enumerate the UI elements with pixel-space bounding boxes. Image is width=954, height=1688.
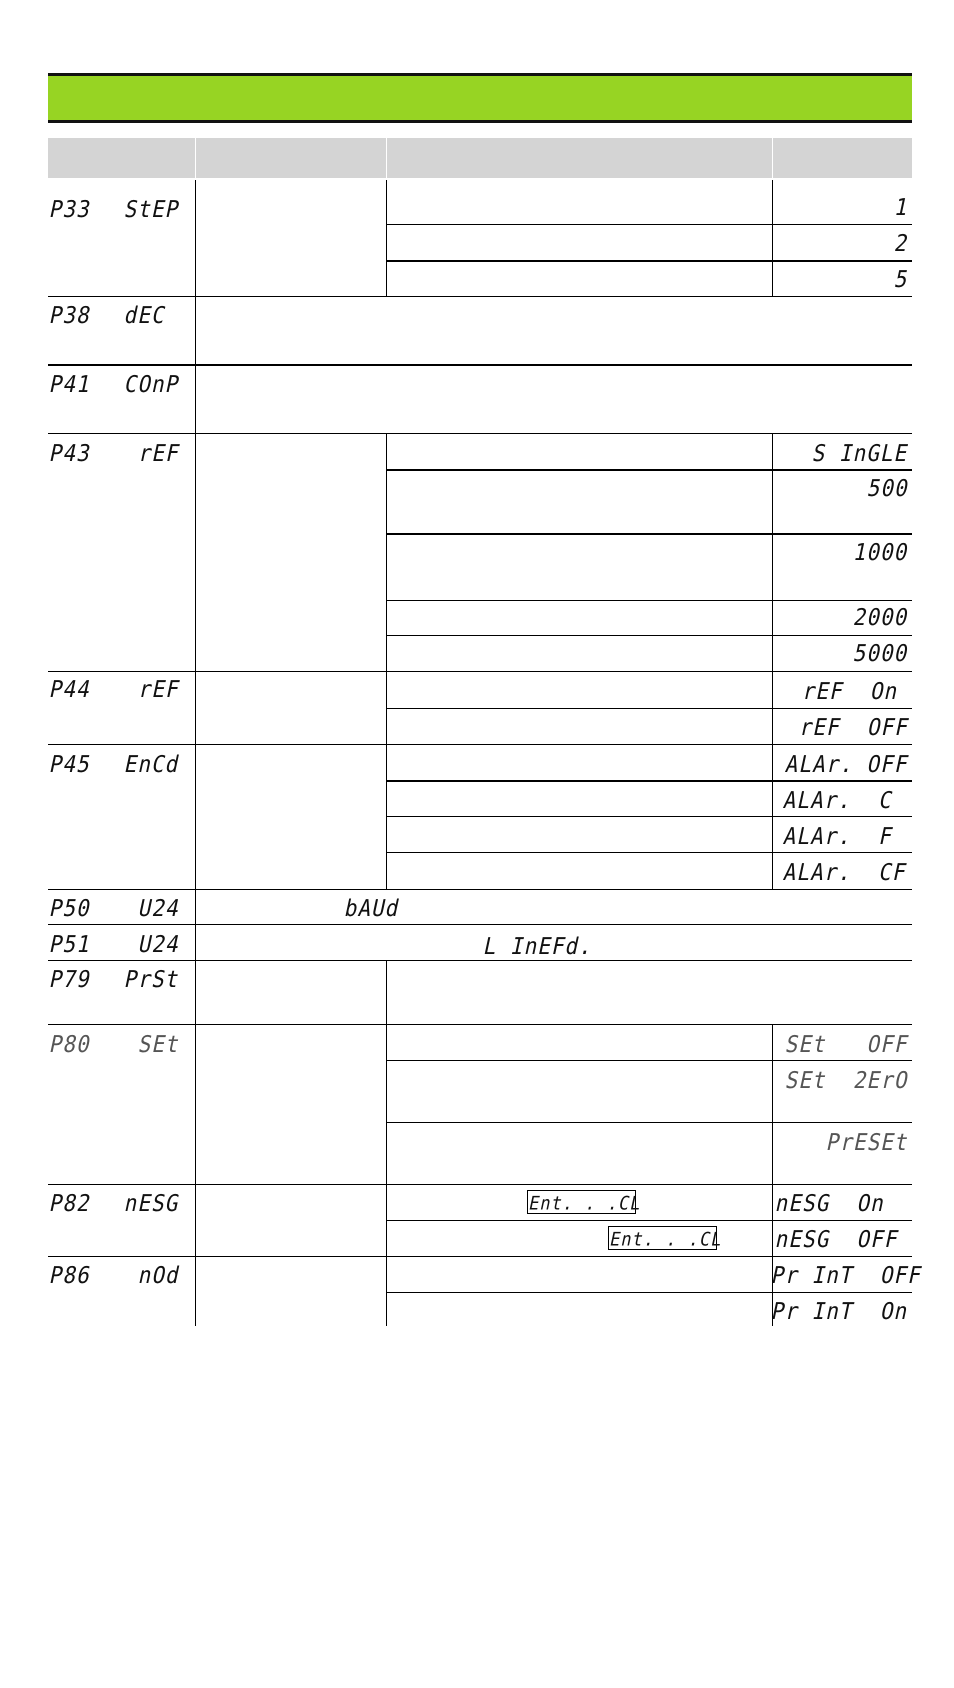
column-header-description [387, 138, 772, 178]
param-name: nESG [122, 1190, 183, 1217]
rule [386, 533, 912, 535]
setting-value: 2000 [851, 604, 912, 631]
param-code: P50 [47, 895, 94, 922]
rule [386, 469, 912, 471]
param-code: P33 [47, 196, 94, 223]
rule [386, 852, 912, 853]
rule [386, 1060, 912, 1061]
setting-value: SEt OFF [783, 1031, 912, 1058]
setting-value: 2 [892, 230, 912, 257]
rule [48, 1256, 912, 1257]
column-divider [772, 433, 773, 889]
setting-value: PrESEt [824, 1129, 912, 1156]
param-name: COnP [122, 371, 183, 398]
setting-value: rEF OFF [797, 714, 912, 741]
setting-value: Pr InT OFF [769, 1262, 926, 1289]
setting-value: ALAr. OFF [783, 751, 912, 778]
param-code: P82 [47, 1190, 94, 1217]
display-indicator: bAUd [342, 895, 403, 922]
param-name: StEP [122, 196, 183, 223]
setting-value: 500 [865, 475, 912, 502]
rule [48, 364, 912, 366]
rule [48, 1184, 912, 1185]
param-code: P79 [47, 966, 94, 993]
rule [386, 635, 912, 636]
param-name: dEC [122, 302, 169, 329]
key-sequence: Ent. . .CL [526, 1193, 644, 1216]
param-code: P80 [47, 1031, 94, 1058]
setting-value: ALAr. F [781, 823, 897, 850]
setting-value: ALAr. C [781, 787, 897, 814]
rule [386, 708, 912, 709]
param-name: rEF [136, 440, 183, 467]
column-divider [386, 180, 387, 296]
param-code: P51 [47, 931, 94, 958]
param-name: EnCd [122, 751, 183, 778]
param-name: rEF [136, 676, 183, 703]
rule [386, 600, 912, 601]
rule [48, 296, 912, 297]
setting-value: 1 [892, 194, 912, 221]
rule [48, 960, 912, 961]
section-header-bar [48, 73, 912, 123]
display-indicator: L InEFd. [481, 933, 597, 960]
param-code: P45 [47, 751, 94, 778]
setting-value: rEF On [800, 678, 902, 705]
rule [386, 1292, 912, 1293]
param-name: PrSt [122, 966, 183, 993]
param-name: nOd [136, 1262, 183, 1289]
setting-value: 5000 [851, 640, 912, 667]
column-divider [772, 180, 773, 296]
param-code: P86 [47, 1262, 94, 1289]
param-code: P43 [47, 440, 94, 467]
setting-value: nESG On [773, 1190, 889, 1217]
param-name: SEt [136, 1031, 183, 1058]
setting-value: SEt 2ErO [783, 1067, 912, 1094]
rule [48, 889, 912, 890]
column-header-parameter [48, 138, 195, 178]
rule [48, 744, 912, 745]
rule [48, 433, 912, 434]
column-divider [386, 433, 387, 889]
setting-value: 5 [892, 266, 912, 293]
setting-value: Pr InT On [769, 1298, 912, 1325]
column-divider [195, 180, 196, 1326]
rule [386, 780, 912, 782]
rule [48, 1024, 912, 1025]
setting-value: S InGLE [810, 440, 912, 467]
key-sequence: Ent. . .CL [607, 1229, 725, 1252]
rule [386, 260, 912, 262]
rule [48, 924, 912, 925]
param-code: P38 [47, 302, 94, 329]
rule [48, 671, 912, 672]
param-code: P41 [47, 371, 94, 398]
rule [386, 224, 912, 225]
column-divider [386, 960, 387, 1326]
rule [386, 1122, 912, 1123]
column-header-function [196, 138, 386, 178]
param-name: U24 [136, 895, 183, 922]
rule [386, 816, 912, 817]
setting-value: nESG OFF [773, 1226, 902, 1253]
column-header-setting [773, 138, 912, 178]
rule [386, 1220, 912, 1221]
setting-value: 1000 [851, 539, 912, 566]
param-name: U24 [136, 931, 183, 958]
param-code: P44 [47, 676, 94, 703]
setting-value: ALAr. CF [781, 859, 910, 886]
